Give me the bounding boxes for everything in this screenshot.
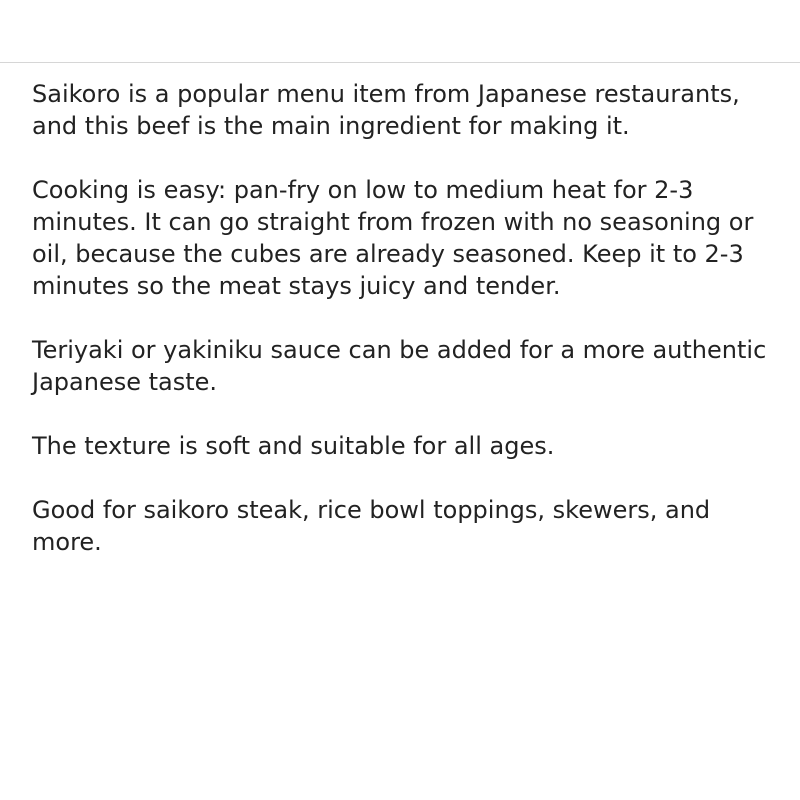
top-divider [0, 62, 800, 63]
paragraph-texture: The texture is soft and suitable for all ages. [32, 432, 555, 460]
bottom-area [0, 740, 800, 800]
paragraph-serving-ideas: Good for saikoro steak, rice bowl toppings, skewers, and more. [32, 496, 711, 556]
paragraph-sauce-suggestion: Teriyaki or yakiniku sauce can be added for a more authentic Japanese taste. [32, 336, 767, 396]
paragraph-intro: Saikoro is a popular menu item from Japanese restaurants, and this beef is the main ingredient for making it. [32, 80, 740, 140]
paragraph-cooking-instructions: Cooking is easy: pan-fry on low to medium heat for 2-3 minutes. It can go straight from frozen with no seasoning or oil, because the cubes are already seasoned. Keep it to 2-3 minutes so the meat stays juicy and tender. [32, 176, 754, 300]
description-body [32, 78, 772, 590]
